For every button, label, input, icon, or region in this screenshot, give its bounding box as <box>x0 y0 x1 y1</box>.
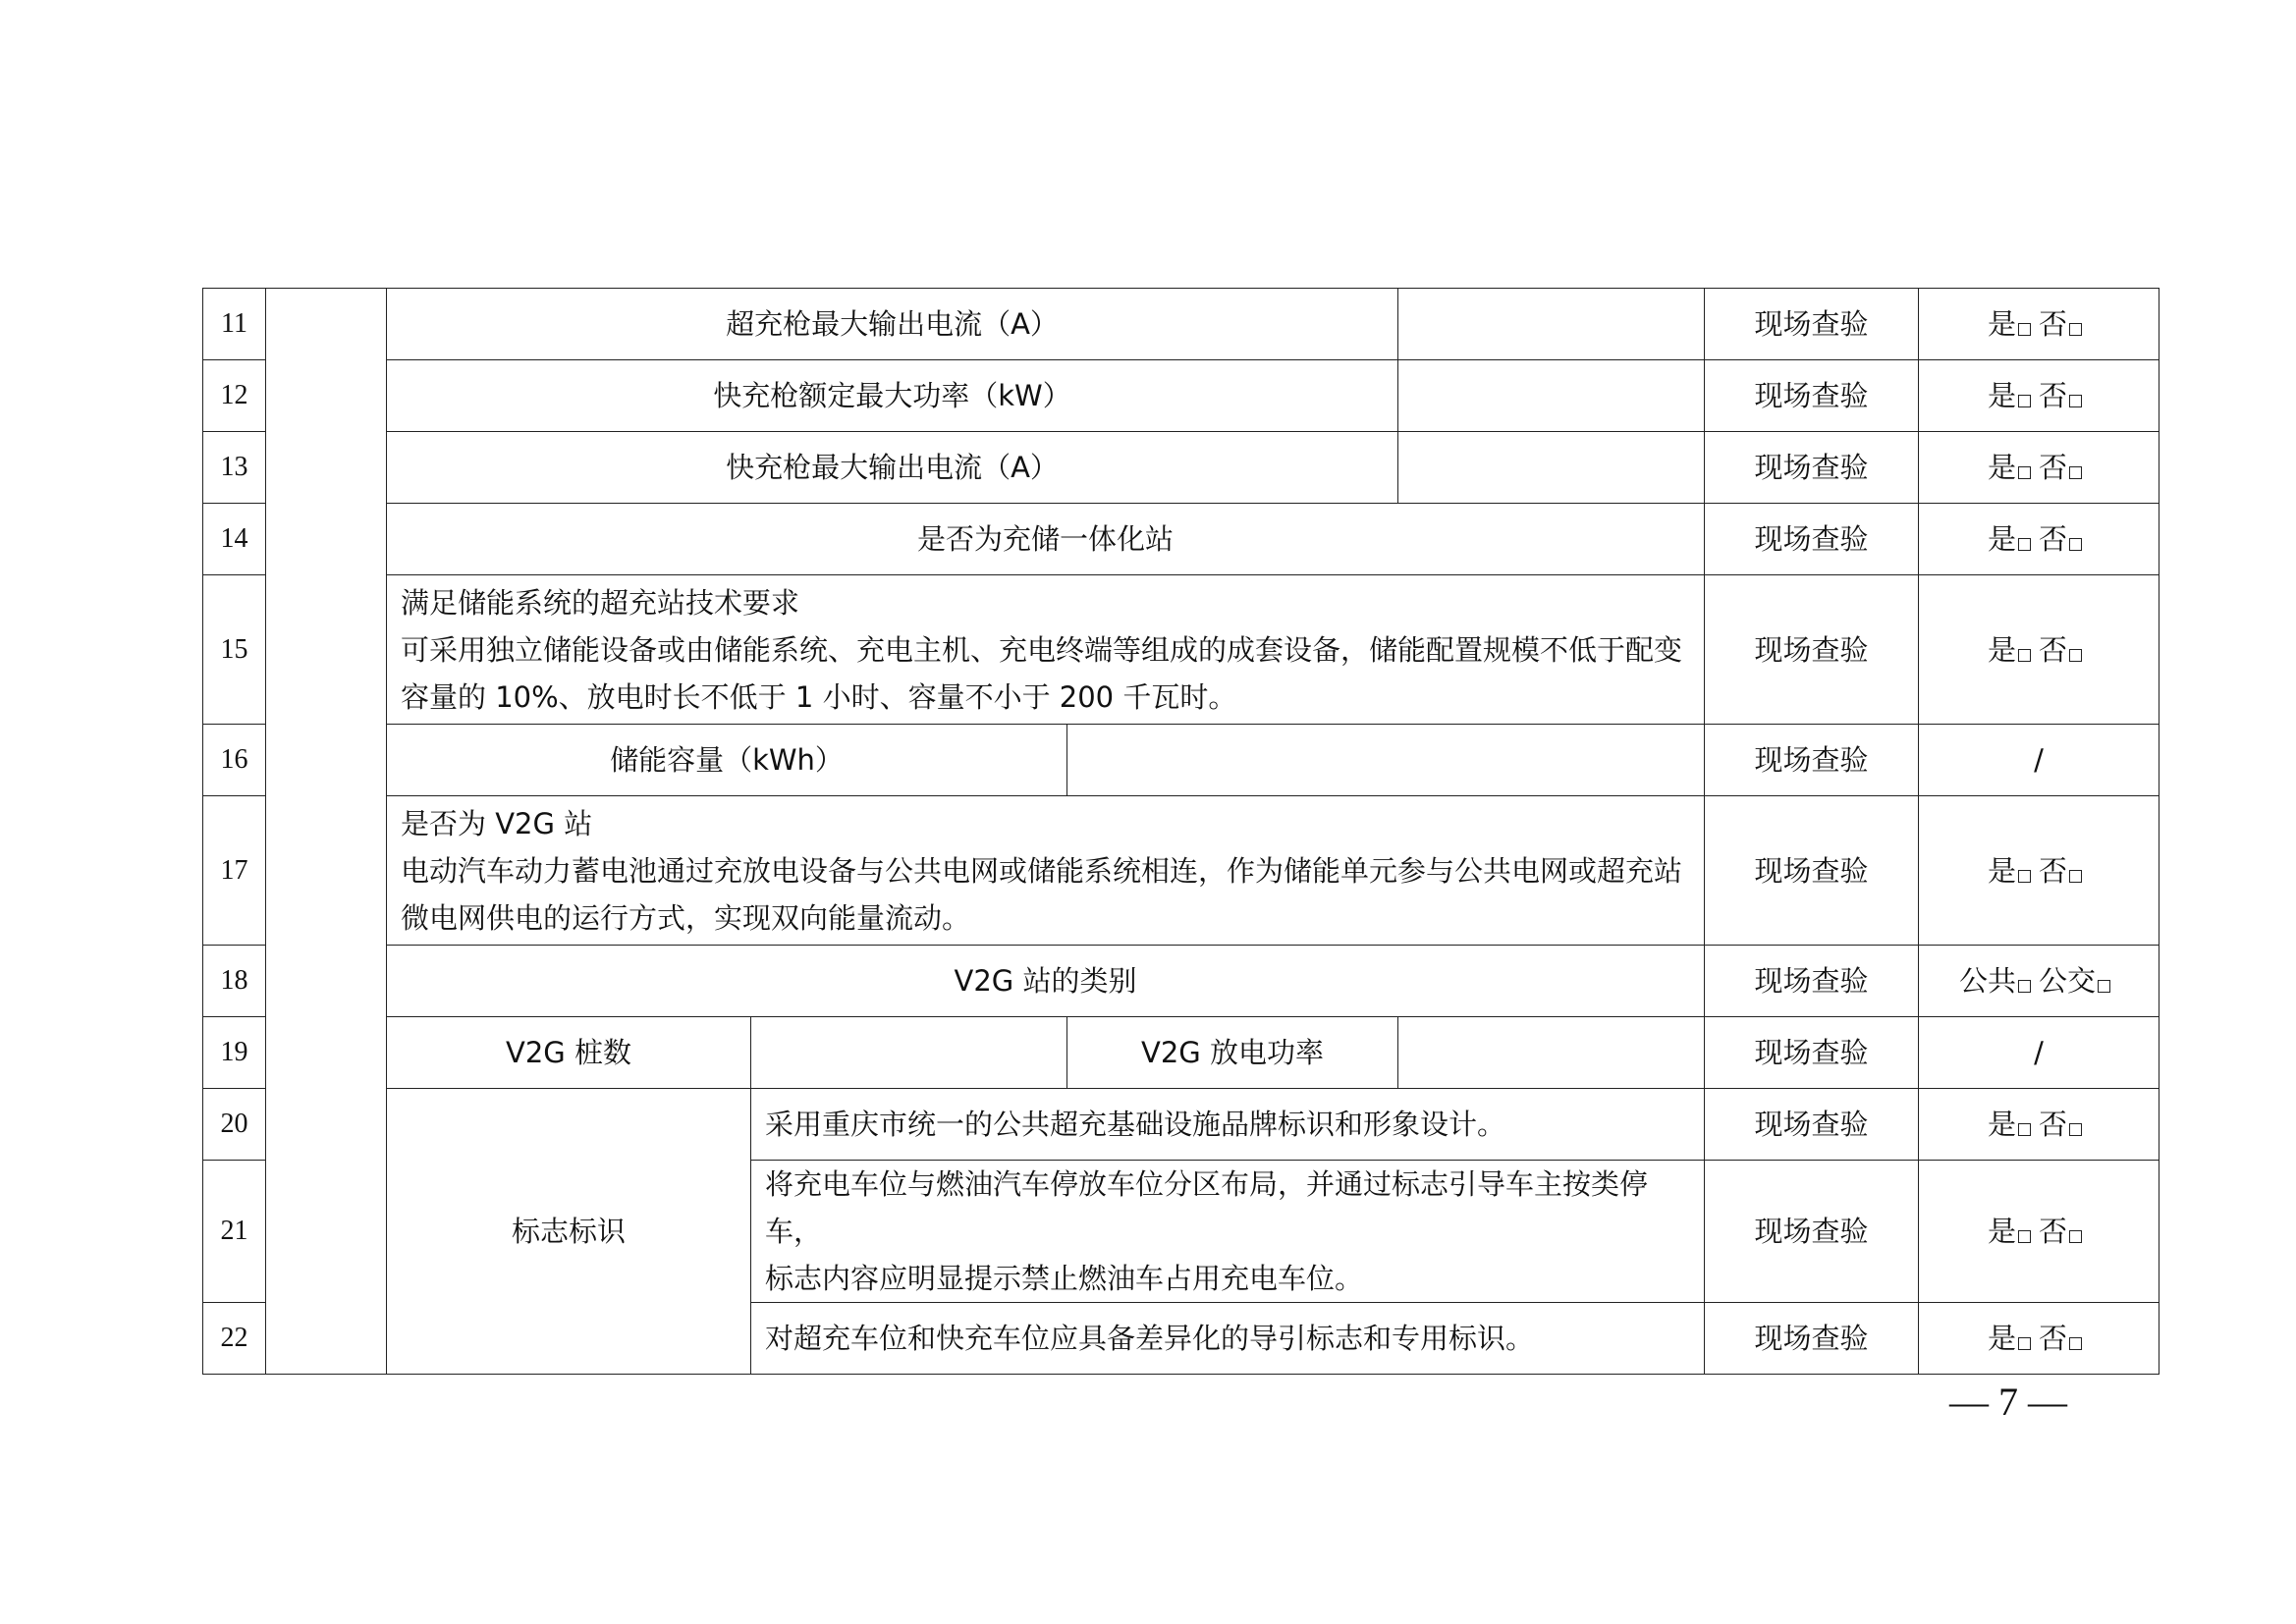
no-checkbox[interactable] <box>2069 466 2082 479</box>
result-cell <box>1919 289 2159 360</box>
option-bus-label: 公交 <box>2039 964 2097 998</box>
method-cell: 现场查验 <box>1705 504 1919 575</box>
option-yes-label: 是 <box>1988 1215 2017 1248</box>
option-yes-label: 是 <box>1988 1108 2017 1141</box>
option-yes-label: 是 <box>1988 307 2017 341</box>
item-title: 满足储能系统的超充站技术要求 <box>401 585 800 620</box>
row-number: 18 <box>203 946 266 1017</box>
item-cell: 储能容量（kWh） <box>387 725 1067 796</box>
table-row <box>203 946 2159 1017</box>
option-yes-label: 是 <box>1988 632 2017 667</box>
method-cell: 现场查验 <box>1705 289 1919 360</box>
item-cell: 超充枪最大输出电流（A） <box>387 289 1398 360</box>
result-cell <box>1919 575 2159 725</box>
table-row <box>203 725 2159 796</box>
item-description-line: 将充电车位与燃油汽车停放车位分区布局，并通过标志引导车主按类停车， <box>765 1167 1649 1248</box>
value-cell[interactable] <box>751 1017 1067 1089</box>
item-cell: 快充枪最大输出电流（A） <box>387 432 1398 504</box>
row-number: 16 <box>203 725 266 796</box>
item-title: 是否为 V2G 站 <box>401 806 593 840</box>
table-row <box>203 360 2159 432</box>
result-cell <box>1919 796 2159 946</box>
result-cell <box>1919 1161 2159 1303</box>
item-cell: 采用重庆市统一的公共超充基础设施品牌标识和形象设计。 <box>751 1089 1705 1161</box>
result-cell <box>1919 1303 2159 1375</box>
method-cell: 现场查验 <box>1705 1303 1919 1375</box>
no-checkbox[interactable] <box>2069 870 2082 883</box>
option-public-label: 公共 <box>1959 964 2017 998</box>
yes-checkbox[interactable] <box>2018 1230 2031 1243</box>
method-cell: 现场查验 <box>1705 725 1919 796</box>
page-number: — 7 — <box>1949 1380 2067 1424</box>
table-row <box>203 1089 2159 1161</box>
item-description-line: 微电网供电的运行方式，实现双向能量流动。 <box>401 900 971 935</box>
item-description-line: 电动汽车动力蓄电池通过充放电设备与公共电网或储能系统相连，作为储能单元参与公共电网或超充站 <box>401 853 1683 888</box>
table-row <box>203 575 2159 725</box>
method-cell: 现场查验 <box>1705 432 1919 504</box>
item-cell: V2G 站的类别 <box>387 946 1705 1017</box>
yes-checkbox[interactable] <box>2018 538 2031 551</box>
table-row <box>203 1017 2159 1089</box>
row-number: 12 <box>203 360 266 432</box>
option-no-label: 否 <box>2039 1108 2068 1141</box>
item-cell <box>387 796 1705 946</box>
result-cell: / <box>1919 1017 2159 1089</box>
table-row <box>203 432 2159 504</box>
option-yes-label: 是 <box>1988 1322 2017 1355</box>
row-number: 11 <box>203 289 266 360</box>
yes-checkbox[interactable] <box>2018 323 2031 336</box>
row-number: 22 <box>203 1303 266 1375</box>
result-cell: / <box>1919 725 2159 796</box>
row-number: 21 <box>203 1161 266 1303</box>
item-cell: 对超充车位和快充车位应具备差异化的导引标志和专用标识。 <box>751 1303 1705 1375</box>
value-cell[interactable] <box>1398 432 1705 504</box>
result-cell <box>1919 432 2159 504</box>
no-checkbox[interactable] <box>2069 1337 2082 1350</box>
public-checkbox[interactable] <box>2018 980 2031 993</box>
result-cell <box>1919 504 2159 575</box>
option-no-label: 否 <box>2039 451 2068 484</box>
no-checkbox[interactable] <box>2069 395 2082 407</box>
option-no-label: 否 <box>2039 307 2068 341</box>
no-checkbox[interactable] <box>2069 1123 2082 1136</box>
item-cell: V2G 桩数 <box>387 1017 751 1089</box>
result-cell <box>1919 946 2159 1017</box>
group-label: 标志标识 <box>387 1089 751 1375</box>
no-checkbox[interactable] <box>2069 538 2082 551</box>
option-no-label: 否 <box>2039 1322 2068 1355</box>
method-cell: 现场查验 <box>1705 1089 1919 1161</box>
item-cell: V2G 放电功率 <box>1067 1017 1398 1089</box>
method-cell: 现场查验 <box>1705 796 1919 946</box>
option-no-label: 否 <box>2039 1215 2068 1248</box>
no-checkbox[interactable] <box>2069 649 2082 662</box>
option-no-label: 否 <box>2039 379 2068 412</box>
row-number: 17 <box>203 796 266 946</box>
result-cell <box>1919 360 2159 432</box>
option-no-label: 否 <box>2039 522 2068 556</box>
option-no-label: 否 <box>2039 853 2068 888</box>
item-description-line: 标志内容应明显提示禁止燃油车占用充电车位。 <box>765 1262 1364 1295</box>
table-row <box>203 504 2159 575</box>
method-cell: 现场查验 <box>1705 1161 1919 1303</box>
item-cell <box>751 1161 1705 1303</box>
value-cell[interactable] <box>1398 289 1705 360</box>
category-cell <box>266 289 387 1375</box>
no-checkbox[interactable] <box>2069 1230 2082 1243</box>
row-number: 14 <box>203 504 266 575</box>
option-yes-label: 是 <box>1988 522 2017 556</box>
yes-checkbox[interactable] <box>2018 1337 2031 1350</box>
option-yes-label: 是 <box>1988 451 2017 484</box>
item-cell: 是否为充储一体化站 <box>387 504 1705 575</box>
item-description-line: 容量的 10%、放电时长不低于 1 小时、容量不小于 200 千瓦时。 <box>401 679 1237 714</box>
yes-checkbox[interactable] <box>2018 870 2031 883</box>
result-cell <box>1919 1089 2159 1161</box>
bus-checkbox[interactable] <box>2098 980 2110 993</box>
no-checkbox[interactable] <box>2069 323 2082 336</box>
item-cell <box>387 575 1705 725</box>
value-cell[interactable] <box>1398 360 1705 432</box>
row-number: 15 <box>203 575 266 725</box>
option-yes-label: 是 <box>1988 379 2017 412</box>
method-cell: 现场查验 <box>1705 1017 1919 1089</box>
yes-checkbox[interactable] <box>2018 1123 2031 1136</box>
value-cell[interactable] <box>1398 1017 1705 1089</box>
method-cell: 现场查验 <box>1705 575 1919 725</box>
table-row <box>203 289 2159 360</box>
inspection-table <box>202 288 2159 1375</box>
row-number: 20 <box>203 1089 266 1161</box>
item-description-line: 可采用独立储能设备或由储能系统、充电主机、充电终端等组成的成套设备，储能配置规模不低于配变 <box>401 632 1683 667</box>
option-yes-label: 是 <box>1988 853 2017 888</box>
method-cell: 现场查验 <box>1705 360 1919 432</box>
value-cell[interactable] <box>1067 725 1705 796</box>
yes-checkbox[interactable] <box>2018 649 2031 662</box>
method-cell: 现场查验 <box>1705 946 1919 1017</box>
yes-checkbox[interactable] <box>2018 466 2031 479</box>
yes-checkbox[interactable] <box>2018 395 2031 407</box>
row-number: 13 <box>203 432 266 504</box>
option-no-label: 否 <box>2039 632 2068 667</box>
item-cell: 快充枪额定最大功率（kW） <box>387 360 1398 432</box>
table-row <box>203 796 2159 946</box>
row-number: 19 <box>203 1017 266 1089</box>
